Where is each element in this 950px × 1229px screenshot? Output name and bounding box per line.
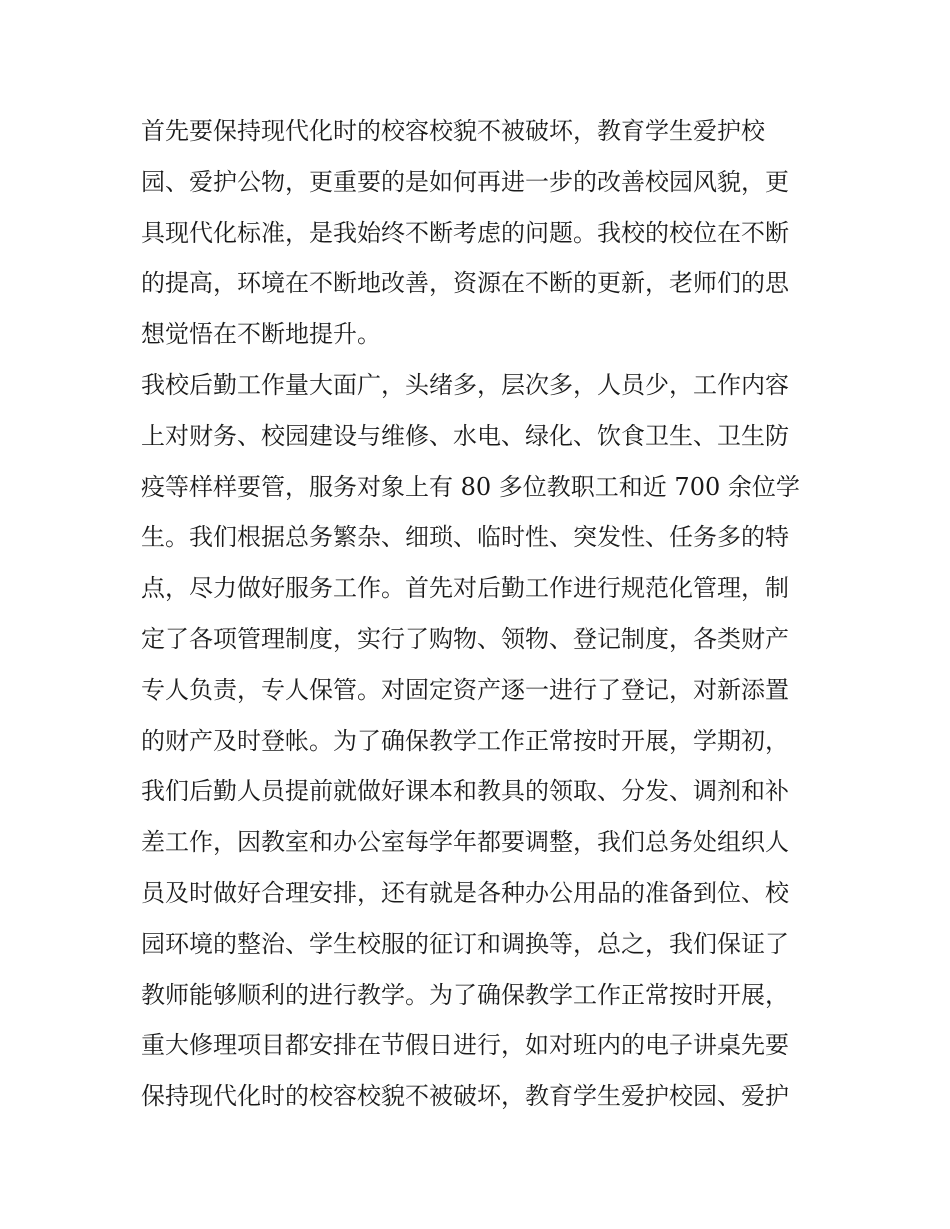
text-line: 员及时做好合理安排，还有就是各种办公用品的准备到位、校: [141, 878, 789, 907]
text-line: 点，尽力做好服务工作。首先对后勤工作进行规范化管理，制: [141, 574, 789, 603]
text-line: 差工作，因教室和办公室每学年都要调整，我们总务处组织人: [141, 828, 789, 857]
text-line: 园环境的整治、学生校服的征订和调换等，总之，我们保证了: [141, 929, 789, 958]
text-line: 具现代化标准，是我始终不断考虑的问题。我校的校位在不断: [141, 218, 789, 247]
text-line: 首先要保持现代化时的校容校貌不被破坏，教育学生爱护校: [141, 117, 765, 145]
text-line: 想觉悟在不断地提升。: [141, 320, 381, 349]
text-line: 的提高，环境在不断地改善，资源在不断的更新，老师们的思: [141, 269, 789, 298]
text-line: 保持现代化时的校容校貌不被破坏，教育学生爱护校园、爱护: [141, 1082, 789, 1111]
text-line: 重大修理项目都安排在节假日进行，如对班内的电子讲桌先要: [141, 1031, 789, 1060]
text-line: 专人负责，专人保管。对固定资产逐一进行了登记，对新添置: [141, 675, 789, 704]
text-line: 园、爱护公物，更重要的是如何再进一步的改善校园风貌，更: [141, 167, 789, 196]
text-line: 我们后勤人员提前就做好课本和教具的领取、分发、调剂和补: [141, 777, 789, 806]
text-line: 教师能够顺利的进行教学。为了确保教学工作正常按时开展，: [141, 980, 789, 1009]
body-text: [141, 106, 831, 1122]
text-line: 生。我们根据总务繁杂、细琐、临时性、突发性、任务多的特: [141, 523, 789, 552]
text-line: 上对财务、校园建设与维修、水电、绿化、饮食卫生、卫生防: [141, 421, 789, 450]
text-line: 疫等样样要管，服务对象上有 80 多位教职工和近 700 余位学: [141, 472, 800, 501]
paragraph-2: [141, 360, 831, 1122]
text-line: 定了各项管理制度，实行了购物、领物、登记制度，各类财产: [141, 624, 789, 653]
text-line: 我校后勤工作量大面广，头绪多，层次多，人员少，工作内容: [141, 370, 789, 399]
paragraph-1: [141, 106, 831, 360]
text-line: 的财产及时登帐。为了确保教学工作正常按时开展，学期初，: [141, 726, 789, 755]
